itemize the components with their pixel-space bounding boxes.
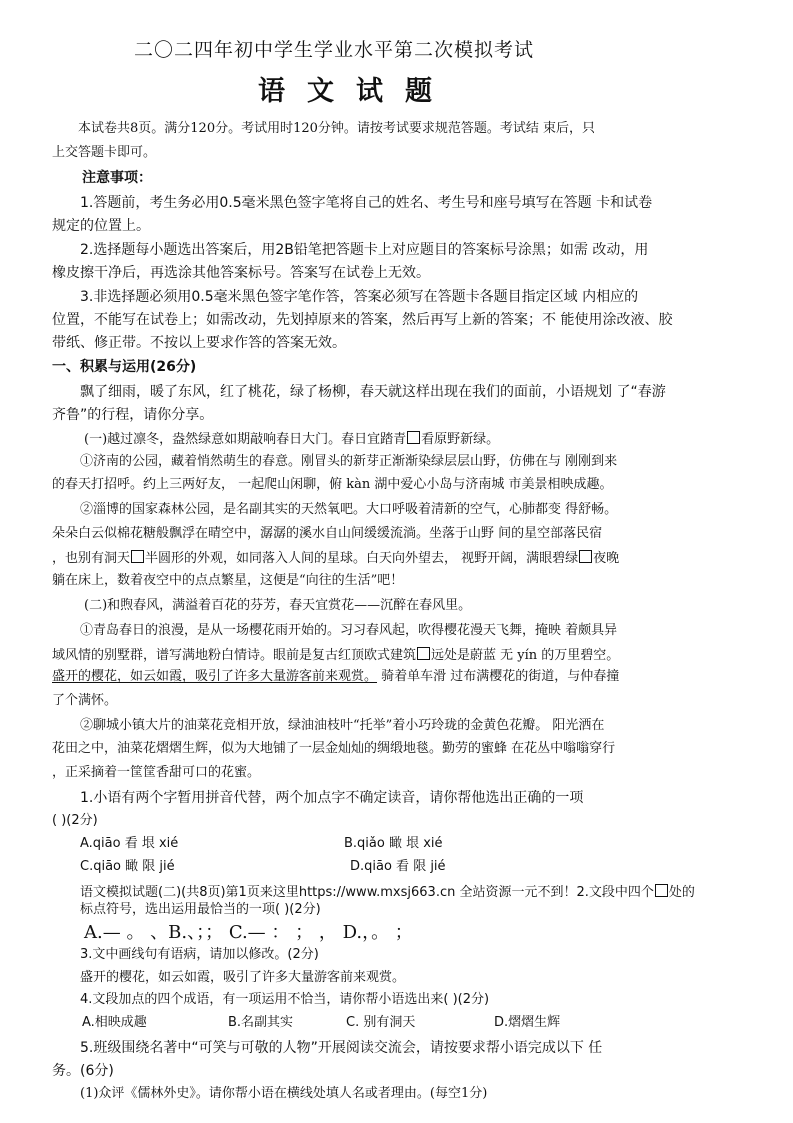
sub-2-para-2c: ，正采摘着一筐筐香甜可口的花蜜。 [52, 765, 261, 780]
question-1-answer-paren: ( )(2分) [52, 813, 98, 828]
question-2-stem: 标点符号，选出运用最恰当的一项( )(2分) [80, 902, 321, 917]
intro-line-1: 本试卷共8页。满分120分。考试用时120分钟。请按考试要求规范答题。考试结 束后，只 [78, 121, 596, 136]
subject-title: 语文试题 [258, 76, 454, 107]
question-1-stem: 1.小语有两个字暂用拼音代替，两个加点字不确定读音，请你帮他选出正确的一项 [80, 790, 584, 806]
notice-item-3a: 3.非选择题必须用0.5毫米黑色签字笔作答，答案必须写在答题卡各题目指定区域 内相应的 [80, 289, 639, 305]
notice-item-1a: 1.答题前，考生务必用0.5毫米黑色签字笔将自己的姓名、考生号和座号填写在答题 卡和试卷 [80, 195, 653, 211]
notice-heading: 注意事项： [82, 170, 152, 186]
page-footer-and-question-2: 语文模拟试题(二)(共8页)第1页来这里https://www.mxsj663.cn 全站资源一元不到！2.文段中四个 处的 [80, 885, 695, 900]
notice-item-3b: 位置，不能写在试卷上；如需改动，先划掉原来的答案，然后再写上新的答案；不 能使用涂改液、胶 [52, 312, 673, 328]
sub-1-para-2c: ，也别有洞天 半圆形的外观，如同落入人间的星球。白天向外望去， 视野开阔，满眼碧绿 夜晚 [52, 551, 620, 566]
question-1-option-a: A.qiāo 看 垠 xié [80, 836, 179, 851]
section-1-heading: 一、积累与运用(26分) [52, 359, 197, 375]
sub-1-para-1b: 的春天打招呼。约上三两好友， 一起爬山闲聊，俯 kàn 湖中爱心小岛与济南城 市美景相映成趣。 [52, 477, 613, 492]
section-1-intro-a: 飘了细雨，暖了东风，红了桃花，绿了杨柳，春天就这样出现在我们的面前，小语规划 了“春游 [80, 384, 666, 400]
question-4-stem: 4.文段加点的四个成语，有一项运用不恰当，请你帮小语选出来( )(2分) [80, 992, 490, 1007]
notice-item-1b: 规定的位置上。 [52, 218, 150, 234]
question-4-option-a: A.相映成趣 [82, 1015, 147, 1030]
question-5-part-1: (1)众评《儒林外史》。请你帮小语在横线处填人名或者理由。(每空1分) [80, 1086, 488, 1101]
notice-item-2b: 橡皮擦干净后，再选涂其他答案标号。答案写在试卷上无效。 [52, 265, 430, 281]
question-1-option-c: C.qiāo 瞰 限 jié [80, 859, 175, 874]
question-5-stem-a: 5.班级围绕名著中“可笑与可敬的人物”开展阅读交流会，请按要求帮小语完成以下 任 [80, 1040, 603, 1056]
blank-box-2 [131, 550, 144, 563]
question-3-sentence: 盛开的樱花，如云如霞，吸引了许多大量游客前来观赏。 [80, 970, 406, 985]
sub-2-para-1b: 域风情的别墅群，谱写满地粉白情诗。眼前是复古红顶欧式建筑 远处是蔚蓝 无 yín 的万里碧空。 [52, 648, 620, 663]
question-4-option-d: D.熠熠生辉 [494, 1015, 561, 1030]
question-3-stem: 3.文中画线句有语病，请加以修改。(2分) [80, 947, 319, 962]
question-4-option-b: B.名副其实 [228, 1015, 294, 1030]
exam-title: 二〇二四年初中学生学业水平第二次模拟考试 [134, 39, 535, 61]
underlined-sentence: 盛开的樱花，如云如霞，吸引了许多大量游客前来观赏。 [52, 669, 378, 684]
sub-2-para-2b: 花田之中，油菜花熠熠生辉，似为大地铺了一层金灿灿的绸缎地毯。勤劳的蜜蜂 在花丛中嗡嗡穿行 [52, 741, 616, 756]
section-1-intro-b: 齐鲁”的行程，请你分享。 [52, 407, 214, 423]
blank-box-4 [417, 647, 430, 660]
question-4-option-c: C. 别有洞天 [346, 1015, 416, 1030]
sub-2-para-2a: ②聊城小镇大片的油菜花竞相开放，绿油油枝叶“托举”着小巧玲珑的金黄色花瓣。 阳光洒在 [80, 718, 605, 733]
question-2-options: A.— 。 、B.、；； C.— ： ； ， D.，。 ； [84, 922, 413, 943]
intro-line-2: 上交答题卡即可。 [52, 145, 157, 160]
question-5-stem-b: 务。(6分) [52, 1063, 114, 1079]
sub-2-para-1c: 盛开的樱花，如云如霞，吸引了许多大量游客前来观赏。 骑着单车滑 过布满樱花的街道，与仲春撞 [52, 669, 620, 684]
question-1-option-d: D.qiāo 看 限 jié [350, 859, 446, 874]
sub-2-para-1a: ①青岛春日的浪漫，是从一场樱花雨开始的。习习春风起，吹得樱花漫天飞舞，掩映 着颇具异 [80, 623, 618, 638]
notice-item-2a: 2.选择题每小题选出答案后，用2B铅笔把答题卡上对应题目的答案标号涂黑；如需 改动，用 [80, 242, 649, 258]
sub-1-para-2d: 躺在床上，数着夜空中的点点繁星，这便是“向往的生活”吧！ [52, 573, 404, 588]
sub-2-para-1d: 了个满怀。 [52, 693, 118, 708]
notice-item-3c: 带纸、修正带。不按以上要求作答的答案无效。 [52, 335, 346, 351]
sub-1-para-2a: ②淄博的国家森林公园，是名副其实的天然氧吧。大口呼吸着清新的空气，心肺都变 得舒畅。 [80, 502, 618, 517]
sub-1-para-1a: ①济南的公园，藏着悄然萌生的春意。刚冒头的新芽正渐渐染绿层层山野，仿佛在与 刚刚到来 [80, 454, 618, 469]
question-1-option-b: B.qiǎo 瞰 垠 xié [344, 836, 443, 851]
blank-box-3 [579, 550, 592, 563]
blank-box-ref [655, 884, 668, 897]
sub-2-title: (二)和煦春风，满溢着百花的芬芳，春天宜赏花——沉醉在春风里。 [84, 598, 472, 613]
sub-1-title: (一)越过凛冬，盎然绿意如期敲响春日大门。春日宜踏青 看原野新绿。 [84, 432, 500, 447]
sub-1-para-2b: 朵朵白云似棉花糖般飘浮在晴空中，潺潺的溪水自山间缓缓流淌。坐落于山野 间的星空部落民宿 [52, 526, 603, 541]
blank-box-1 [407, 431, 420, 444]
